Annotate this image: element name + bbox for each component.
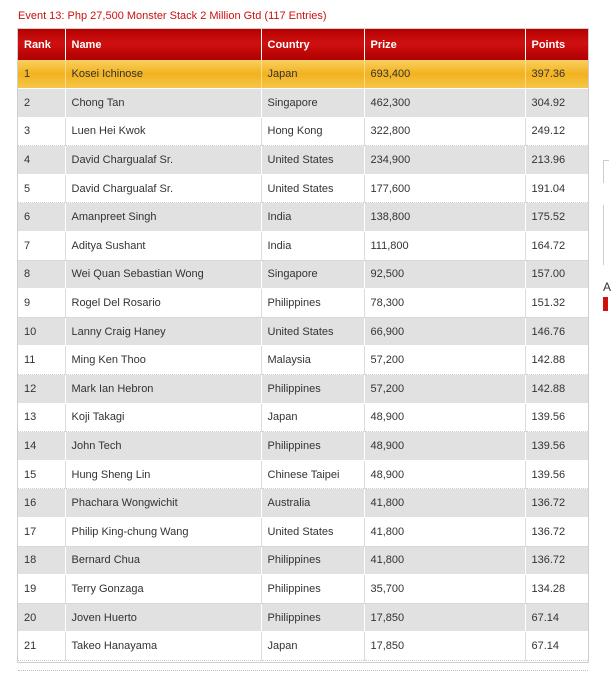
header-prize: Prize (364, 29, 525, 60)
cell-country: Philippines (261, 575, 364, 604)
table-row (18, 232, 588, 261)
table-row (18, 518, 588, 547)
cell-country: Australia (261, 489, 364, 518)
cell-points: 139.56 (525, 403, 588, 432)
table-row (18, 289, 588, 318)
cell-points: 136.72 (525, 518, 588, 547)
table-row (18, 260, 588, 289)
cell-name: Phachara Wongwichit (65, 489, 261, 518)
header-country: Country (261, 29, 364, 60)
cell-country: Malaysia (261, 346, 364, 375)
cell-points: 142.88 (525, 375, 588, 404)
cell-prize: 17,850 (364, 603, 525, 632)
cell-prize: 138,800 (364, 203, 525, 232)
event-title: Event 13: Php 27,500 Monster Stack 2 Million Gtd (117 Entries) (18, 10, 327, 22)
cell-prize: 57,200 (364, 346, 525, 375)
cell-points: 142.88 (525, 346, 588, 375)
cell-points: 151.32 (525, 289, 588, 318)
table-row (18, 603, 588, 632)
cell-country: Japan (261, 60, 364, 89)
cell-points: 67.14 (525, 632, 588, 661)
cell-prize: 41,800 (364, 546, 525, 575)
cell-rank: 17 (18, 518, 65, 547)
cell-points: 213.96 (525, 146, 588, 175)
table-row (18, 346, 588, 375)
bottom-divider (18, 670, 588, 671)
cell-rank: 8 (18, 260, 65, 289)
table-row (18, 146, 588, 175)
cell-rank: 19 (18, 575, 65, 604)
table-row (18, 546, 588, 575)
cell-points: 139.56 (525, 460, 588, 489)
cell-name: Chong Tan (65, 89, 261, 118)
cell-name: David Chargualaf Sr. (65, 146, 261, 175)
cell-country: United States (261, 174, 364, 203)
table-row (18, 89, 588, 118)
table-row (18, 174, 588, 203)
cell-country: Hong Kong (261, 117, 364, 146)
cell-rank: 7 (18, 232, 65, 261)
cell-name: Amanpreet Singh (65, 203, 261, 232)
cell-name: Bernard Chua (65, 546, 261, 575)
cell-country: Philippines (261, 289, 364, 318)
cell-name: Mark Ian Hebron (65, 375, 261, 404)
cell-prize: 78,300 (364, 289, 525, 318)
sidebar-edge-letter: A (603, 280, 611, 294)
cell-prize: 48,900 (364, 403, 525, 432)
cell-prize: 41,800 (364, 518, 525, 547)
cell-rank: 9 (18, 289, 65, 318)
cell-prize: 57,200 (364, 375, 525, 404)
cell-points: 191.04 (525, 174, 588, 203)
cell-prize: 177,600 (364, 174, 525, 203)
results-body (18, 60, 588, 660)
cell-country: United States (261, 518, 364, 547)
cell-name: Kosei Ichinose (65, 60, 261, 89)
cell-rank: 1 (18, 60, 65, 89)
table-row (18, 203, 588, 232)
table-row (18, 489, 588, 518)
cell-country: Japan (261, 632, 364, 661)
table-row (18, 403, 588, 432)
cell-name: Terry Gonzaga (65, 575, 261, 604)
cell-country: Philippines (261, 375, 364, 404)
cell-name: Lanny Craig Haney (65, 317, 261, 346)
cell-rank: 13 (18, 403, 65, 432)
cell-name: Takeo Hanayama (65, 632, 261, 661)
table-row (18, 117, 588, 146)
cell-rank: 20 (18, 603, 65, 632)
cell-prize: 693,400 (364, 60, 525, 89)
cell-rank: 21 (18, 632, 65, 661)
cell-prize: 35,700 (364, 575, 525, 604)
cell-rank: 5 (18, 174, 65, 203)
table-row (18, 375, 588, 404)
cell-country: Japan (261, 403, 364, 432)
cell-rank: 4 (18, 146, 65, 175)
cell-country: United States (261, 317, 364, 346)
cell-name: Rogel Del Rosario (65, 289, 261, 318)
cell-points: 397.36 (525, 60, 588, 89)
cell-points: 157.00 (525, 260, 588, 289)
cell-prize: 41,800 (364, 489, 525, 518)
sidebar-edge-line (603, 205, 609, 265)
sidebar-edge-box (603, 160, 609, 183)
cell-points: 164.72 (525, 232, 588, 261)
cell-rank: 15 (18, 460, 65, 489)
cell-rank: 6 (18, 203, 65, 232)
cell-prize: 92,500 (364, 260, 525, 289)
results-table (18, 29, 588, 661)
cell-points: 249.12 (525, 117, 588, 146)
cell-name: Hung Sheng Lin (65, 460, 261, 489)
table-header-row (18, 29, 588, 60)
table-row (18, 460, 588, 489)
cell-country: Philippines (261, 432, 364, 461)
header-points: Points (525, 29, 588, 60)
table-row (18, 317, 588, 346)
cell-name: Ming Ken Thoo (65, 346, 261, 375)
cell-points: 67.14 (525, 603, 588, 632)
cell-prize: 48,900 (364, 460, 525, 489)
cell-points: 139.56 (525, 432, 588, 461)
cell-points: 304.92 (525, 89, 588, 118)
table-row (18, 60, 588, 89)
cell-name: Wei Quan Sebastian Wong (65, 260, 261, 289)
cell-name: John Tech (65, 432, 261, 461)
cell-points: 136.72 (525, 489, 588, 518)
cell-rank: 11 (18, 346, 65, 375)
cell-rank: 10 (18, 317, 65, 346)
cell-rank: 14 (18, 432, 65, 461)
cell-country: India (261, 232, 364, 261)
table-row (18, 432, 588, 461)
cell-prize: 48,900 (364, 432, 525, 461)
cell-name: David Chargualaf Sr. (65, 174, 261, 203)
cell-name: Joven Huerto (65, 603, 261, 632)
cell-name: Luen Hei Kwok (65, 117, 261, 146)
cell-points: 146.76 (525, 317, 588, 346)
cell-prize: 322,800 (364, 117, 525, 146)
header-rank: Rank (18, 29, 65, 60)
cell-rank: 12 (18, 375, 65, 404)
table-row (18, 632, 588, 661)
sidebar-edge-accent (603, 297, 608, 311)
cell-name: Aditya Sushant (65, 232, 261, 261)
cell-country: Singapore (261, 89, 364, 118)
cell-country: Philippines (261, 603, 364, 632)
cell-prize: 66,900 (364, 317, 525, 346)
table-row (18, 575, 588, 604)
cell-prize: 111,800 (364, 232, 525, 261)
cell-prize: 17,850 (364, 632, 525, 661)
cell-rank: 3 (18, 117, 65, 146)
cell-points: 134.28 (525, 575, 588, 604)
cell-points: 136.72 (525, 546, 588, 575)
cell-country: India (261, 203, 364, 232)
cell-points: 175.52 (525, 203, 588, 232)
cell-rank: 18 (18, 546, 65, 575)
cell-country: United States (261, 146, 364, 175)
cell-name: Philip King-chung Wang (65, 518, 261, 547)
cell-country: Singapore (261, 260, 364, 289)
cell-country: Philippines (261, 546, 364, 575)
cell-prize: 462,300 (364, 89, 525, 118)
cell-country: Chinese Taipei (261, 460, 364, 489)
cell-rank: 2 (18, 89, 65, 118)
header-name: Name (65, 29, 261, 60)
cell-name: Koji Takagi (65, 403, 261, 432)
cell-rank: 16 (18, 489, 65, 518)
cell-prize: 234,900 (364, 146, 525, 175)
